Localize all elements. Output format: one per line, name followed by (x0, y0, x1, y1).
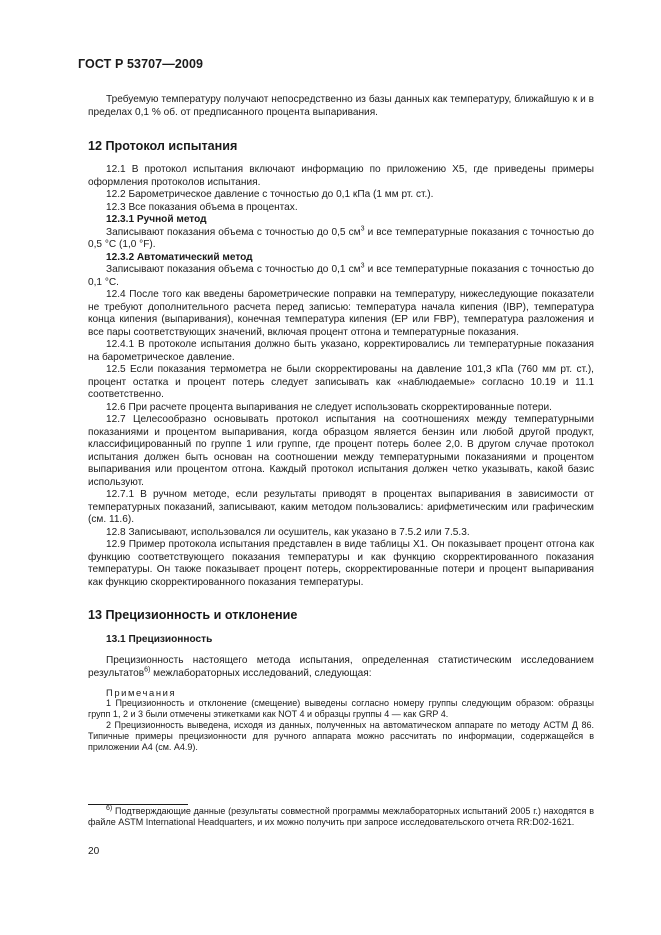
section-13-title: 13 Прецизионность и отклонение (88, 608, 298, 622)
clause-12-3-2-text (88, 264, 594, 289)
clause-12-3-1-text (88, 227, 594, 252)
intro-paragraph: Требуемую температуру получают непосредственно из базы данных как температуру, ближайшую к и в пределах 0,1 % об. от предписанного процента выпаривания. (88, 94, 594, 118)
clause-13-1-text (88, 655, 594, 680)
section-12-title: 12 Протокол испытания (88, 139, 238, 153)
clause-13-1-text-b: межлабораторных исследований, следующая: (150, 667, 372, 679)
footnote (88, 806, 594, 828)
clause-12-7-1: 12.7.1 В ручном методе, если результаты приводят в процентах выпаривания в зависимости от температурных показаний, записывают, каким методом пользовались: арифметическим или графическим (см. 11.6). (88, 489, 594, 525)
superscript-3: 3 (360, 262, 365, 270)
clause-12-7: 12.7 Целесообразно основывать протокол испытания на соотношениях между температурными показаниями и процентом выпаривания, когда образцом является бензин или любой другой продукт, классифицированный по группе 1 или группе, где процент потерь более 2,0. В другом случае протокол испытания должен быть основан на соотношении между температурными показаниями и процентом выпаривания или процентом отгона. Каждый протокол испытания должен четко указывать, какой базис используют. (88, 414, 594, 488)
clause-12-6: 12.6 При расчете процента выпаривания не следует использовать скорректированные потери. (106, 401, 552, 413)
clause-12-9: 12.9 Пример протокола испытания представлен в виде таблицы Х1. Он показывает процент отгона как функцию соответствующего показания температуры и как функцию скорректированного показания температуры. Он также показывает процент потерь, скорректированные потери и процент выпаривания как функцию скорректированного показания температуры. (88, 539, 594, 588)
note-1: 1 Прецизионность и отклонение (смещение) выведены согласно номеру группы следующим образом: образцы групп 1, 2 и 3 были отмечены этикетками как NOT 4 и образцы группы 4 — как GRP 4. (88, 698, 594, 719)
document-header: ГОСТ Р 53707—2009 (78, 57, 204, 71)
clause-12-2: 12.2 Барометрическое давление с точностью до 0,1 кПа (1 мм рт. ст.). (106, 189, 434, 200)
clause-13-1-text-a: Прецизионность настоящего метода испытания, определенная статистическим исследованием результатов (88, 655, 594, 679)
note-2: 2 Прецизионность выведена, исходя из данных, полученных на автоматическом аппарате по методу АСТМ Д 86. Типичные примеры прецизионности для ручного аппарата можно рассчитать по информации, содержащейся в приложении А4 (см. А4.9). (88, 720, 594, 752)
superscript-3: 3 (360, 225, 365, 233)
clause-12-3: 12.3 Все показания объема в процентах. (106, 201, 298, 213)
clause-12-4: 12.4 После того как введены барометрические поправки на температуру, нижеследующие показатели не требуют дополнительного расчета перед записью: температура начала кипения (IBP), температура конца кипения (выпаривания), конечная температура кипения (ЕР или FBP), температура разложения и все пары соответствующих значений, включая процент отгона и температурные показания. (88, 289, 594, 338)
clause-12-8: 12.8 Записывают, использовался ли осушитель, как указано в 7.5.2 или 7.5.3. (106, 526, 470, 538)
footnote-divider (88, 804, 188, 805)
clause-12-4-1: 12.4.1 В протоколе испытания должно быть указано, корректировались ли температурные показания на барометрическое давление. (88, 339, 594, 363)
clause-12-3-1-text-b: и все температурные показания с точностью до 0,5 °С (1,0 °F). (88, 226, 595, 250)
clause-12-3-2-heading: 12.3.2 Автоматический метод (106, 251, 253, 263)
notes-title: Примечания (106, 687, 177, 698)
footnote-text: Подтверждающие данные (результаты совместной программы межлабораторных испытаний 2005 г.) находятся в файле ASTM International Headquarters, и их можно получить при запросе исследовательского отчета RR:D02-1621. (88, 806, 594, 827)
page-number: 20 (88, 846, 100, 857)
clause-12-3-2-text-b: и все температурные показания с точностью до 0,1 °С. (88, 264, 595, 288)
page-content (88, 94, 594, 753)
clause-12-5: 12.5 Если показания термометра не были скорректированы на давление 101,3 кПа (760 мм рт. ст.), процент остатка и процент потерь следует записывать как «наблюдаемые» согласно 10.19 и 11.1 соответственно. (88, 364, 594, 400)
clause-13-1-heading: 13.1 Прецизионность (106, 634, 213, 645)
footnote-marker: 6) (106, 805, 113, 812)
clause-12-3-1-heading: 12.3.1 Ручной метод (106, 214, 207, 225)
clause-12-1: 12.1 В протокол испытания включают информацию по приложению Х5, где приведены примеры оформления протоколов испытания. (88, 164, 594, 188)
footnote-ref: 6) (144, 666, 151, 674)
clause-12-3-1-text-a: Записывают показания объема с точностью до 0,5 см (106, 226, 361, 238)
clause-12-3-2-text-a: Записывают показания объема с точностью до 0,1 см (106, 264, 361, 275)
